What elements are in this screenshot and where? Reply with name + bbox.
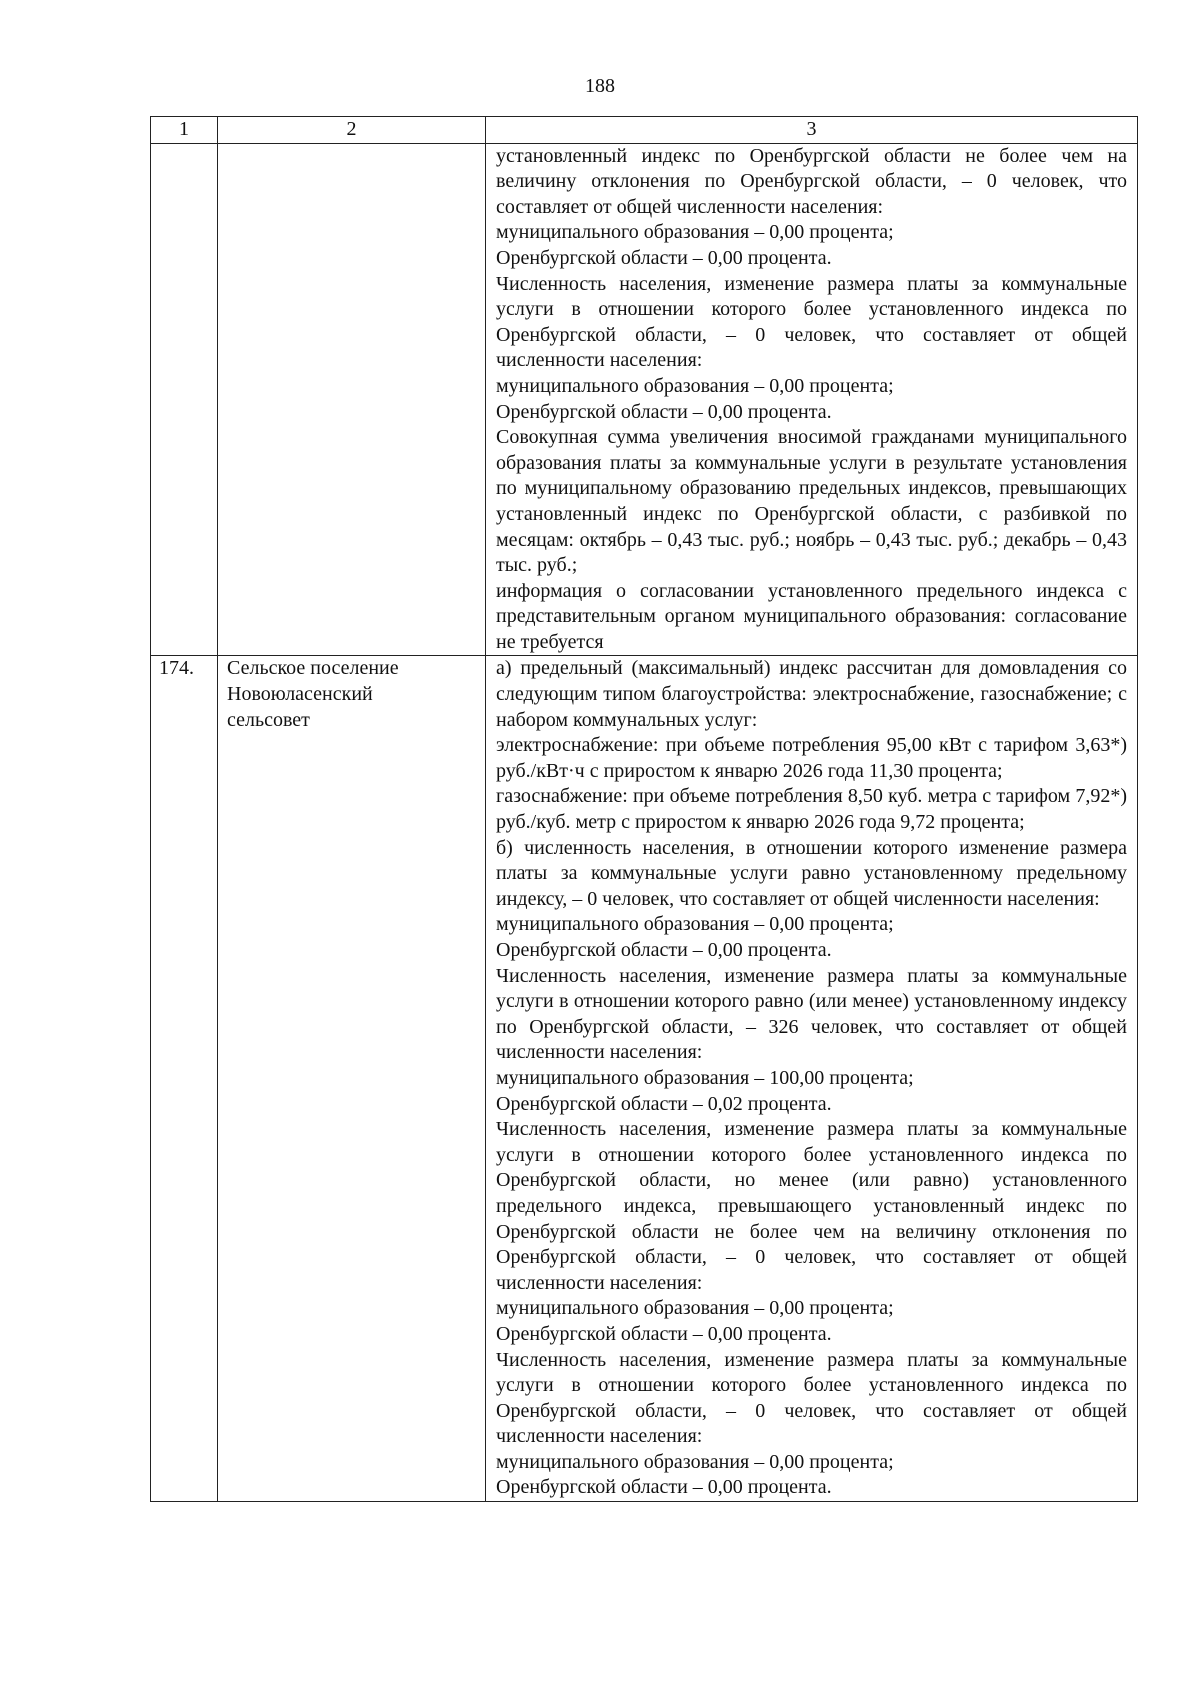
content-line: Оренбургской области – 0,00 процента. — [496, 246, 832, 269]
content-line: Численность населения, изменение размера платы за коммунальные услуги в отношении которого более установленного индекса по Оренбургской области, но менее (или равно) установленного предельного индекса, превышающего установленный индекс по Оренбургской области не более чем на величину отклонения по Оренбургской области, – 0 человек, что составляет от общей численности населения: — [496, 1118, 1127, 1294]
content-line: муниципального образования – 0,00 процента; — [496, 374, 894, 397]
column-header-3: 3 — [486, 117, 1138, 144]
content-line: Оренбургской области – 0,00 процента. — [496, 1476, 832, 1499]
municipality-name-line: Новоюласенский — [227, 683, 373, 706]
content-line: Совокупная сумма увеличения вносимой гражданами муниципального образования платы за коммунальные услуги в результате установления по муниципальному образованию предельных индексов, превышающих установленный индекс по Оренбургской области, с разбивкой по месяцам: октябрь – 0,43 тыс. руб.; ноябрь – 0,43 тыс. руб.; декабрь – 0,43 тыс. руб.; — [496, 426, 1127, 577]
content-line: муниципального образования – 0,00 процента; — [496, 913, 894, 936]
content-line: Оренбургской области – 0,00 процента. — [496, 400, 832, 423]
content-line: Оренбургской области – 0,00 процента. — [496, 1322, 832, 1345]
content-line: информация о согласовании установленного предельного индекса с представительным органом муниципального образования: согласование не требуется — [496, 579, 1127, 653]
municipality-name-line: Сельское поселение — [227, 657, 399, 680]
municipality-name — [218, 143, 486, 656]
content-line: Оренбургской области – 0,00 процента. — [496, 939, 832, 961]
column-header-2: 2 — [218, 117, 486, 144]
content-line: газоснабжение: при объеме потребления 8,50 куб. метра с тарифом 7,92*) руб./куб. метр с приростом к январю 2026 года 9,72 процента; — [496, 785, 1127, 834]
row-content — [486, 143, 1138, 656]
column-header-1: 1 — [151, 117, 218, 144]
content-line: а) предельный (максимальный) индекс рассчитан для домовладения со следующим типом благоустройства: электроснабжение, газоснабжение; с набором коммунальных услуг: — [496, 657, 1127, 731]
content-line: муниципального образования – 100,00 процента; — [496, 1066, 914, 1089]
content-line: Численность населения, изменение размера платы за коммунальные услуги в отношении которого более установленного индекса по Оренбургской области, – 0 человек, что составляет от общей численности населения: — [496, 1348, 1127, 1448]
content-line: муниципального образования – 0,00 процента; — [496, 1450, 894, 1473]
municipality-name-line: сельсовет — [227, 708, 310, 731]
content-line: электроснабжение: при объеме потребления 95,00 кВт с тарифом 3,63*) руб./кВт·ч с приростом к январю 2026 года 11,30 процента; — [496, 734, 1127, 782]
row-content — [486, 656, 1138, 1502]
content-line: Численность населения, изменение размера платы за коммунальные услуги в отношении которого более установленного индекса по Оренбургской области, – 0 человек, что составляет от общей численности населения: — [496, 272, 1127, 372]
content-line: б) численность населения, в отношении которого изменение размера платы за коммунальные услуги равно установленному предельному индексу, – 0 человек, что составляет от общей численности населения: — [496, 836, 1127, 910]
table-row — [151, 143, 1138, 656]
content-line: Численность населения, изменение размера платы за коммунальные услуги в отношении которого равно (или менее) установленному индексу по Оренбургской области, – 326 человек, что составляет от общей численности населения: — [496, 964, 1127, 1064]
table-header-row — [151, 117, 1138, 144]
row-number — [151, 143, 218, 656]
content-line: Оренбургской области – 0,02 процента. — [496, 1092, 832, 1115]
content-line: муниципального образования – 0,00 процента; — [496, 221, 894, 244]
document-table — [150, 116, 1138, 1502]
row-number: 174. — [151, 656, 218, 1502]
content-line: муниципального образования – 0,00 процента; — [496, 1297, 894, 1320]
content-line: установленный индекс по Оренбургской области не более чем на величину отклонения по Оренбургской области, – 0 человек, что составляет от общей численности населения: — [496, 144, 1127, 218]
table-row — [151, 656, 1138, 1502]
municipality-name — [218, 656, 486, 1502]
page-number: 188 — [585, 75, 615, 97]
